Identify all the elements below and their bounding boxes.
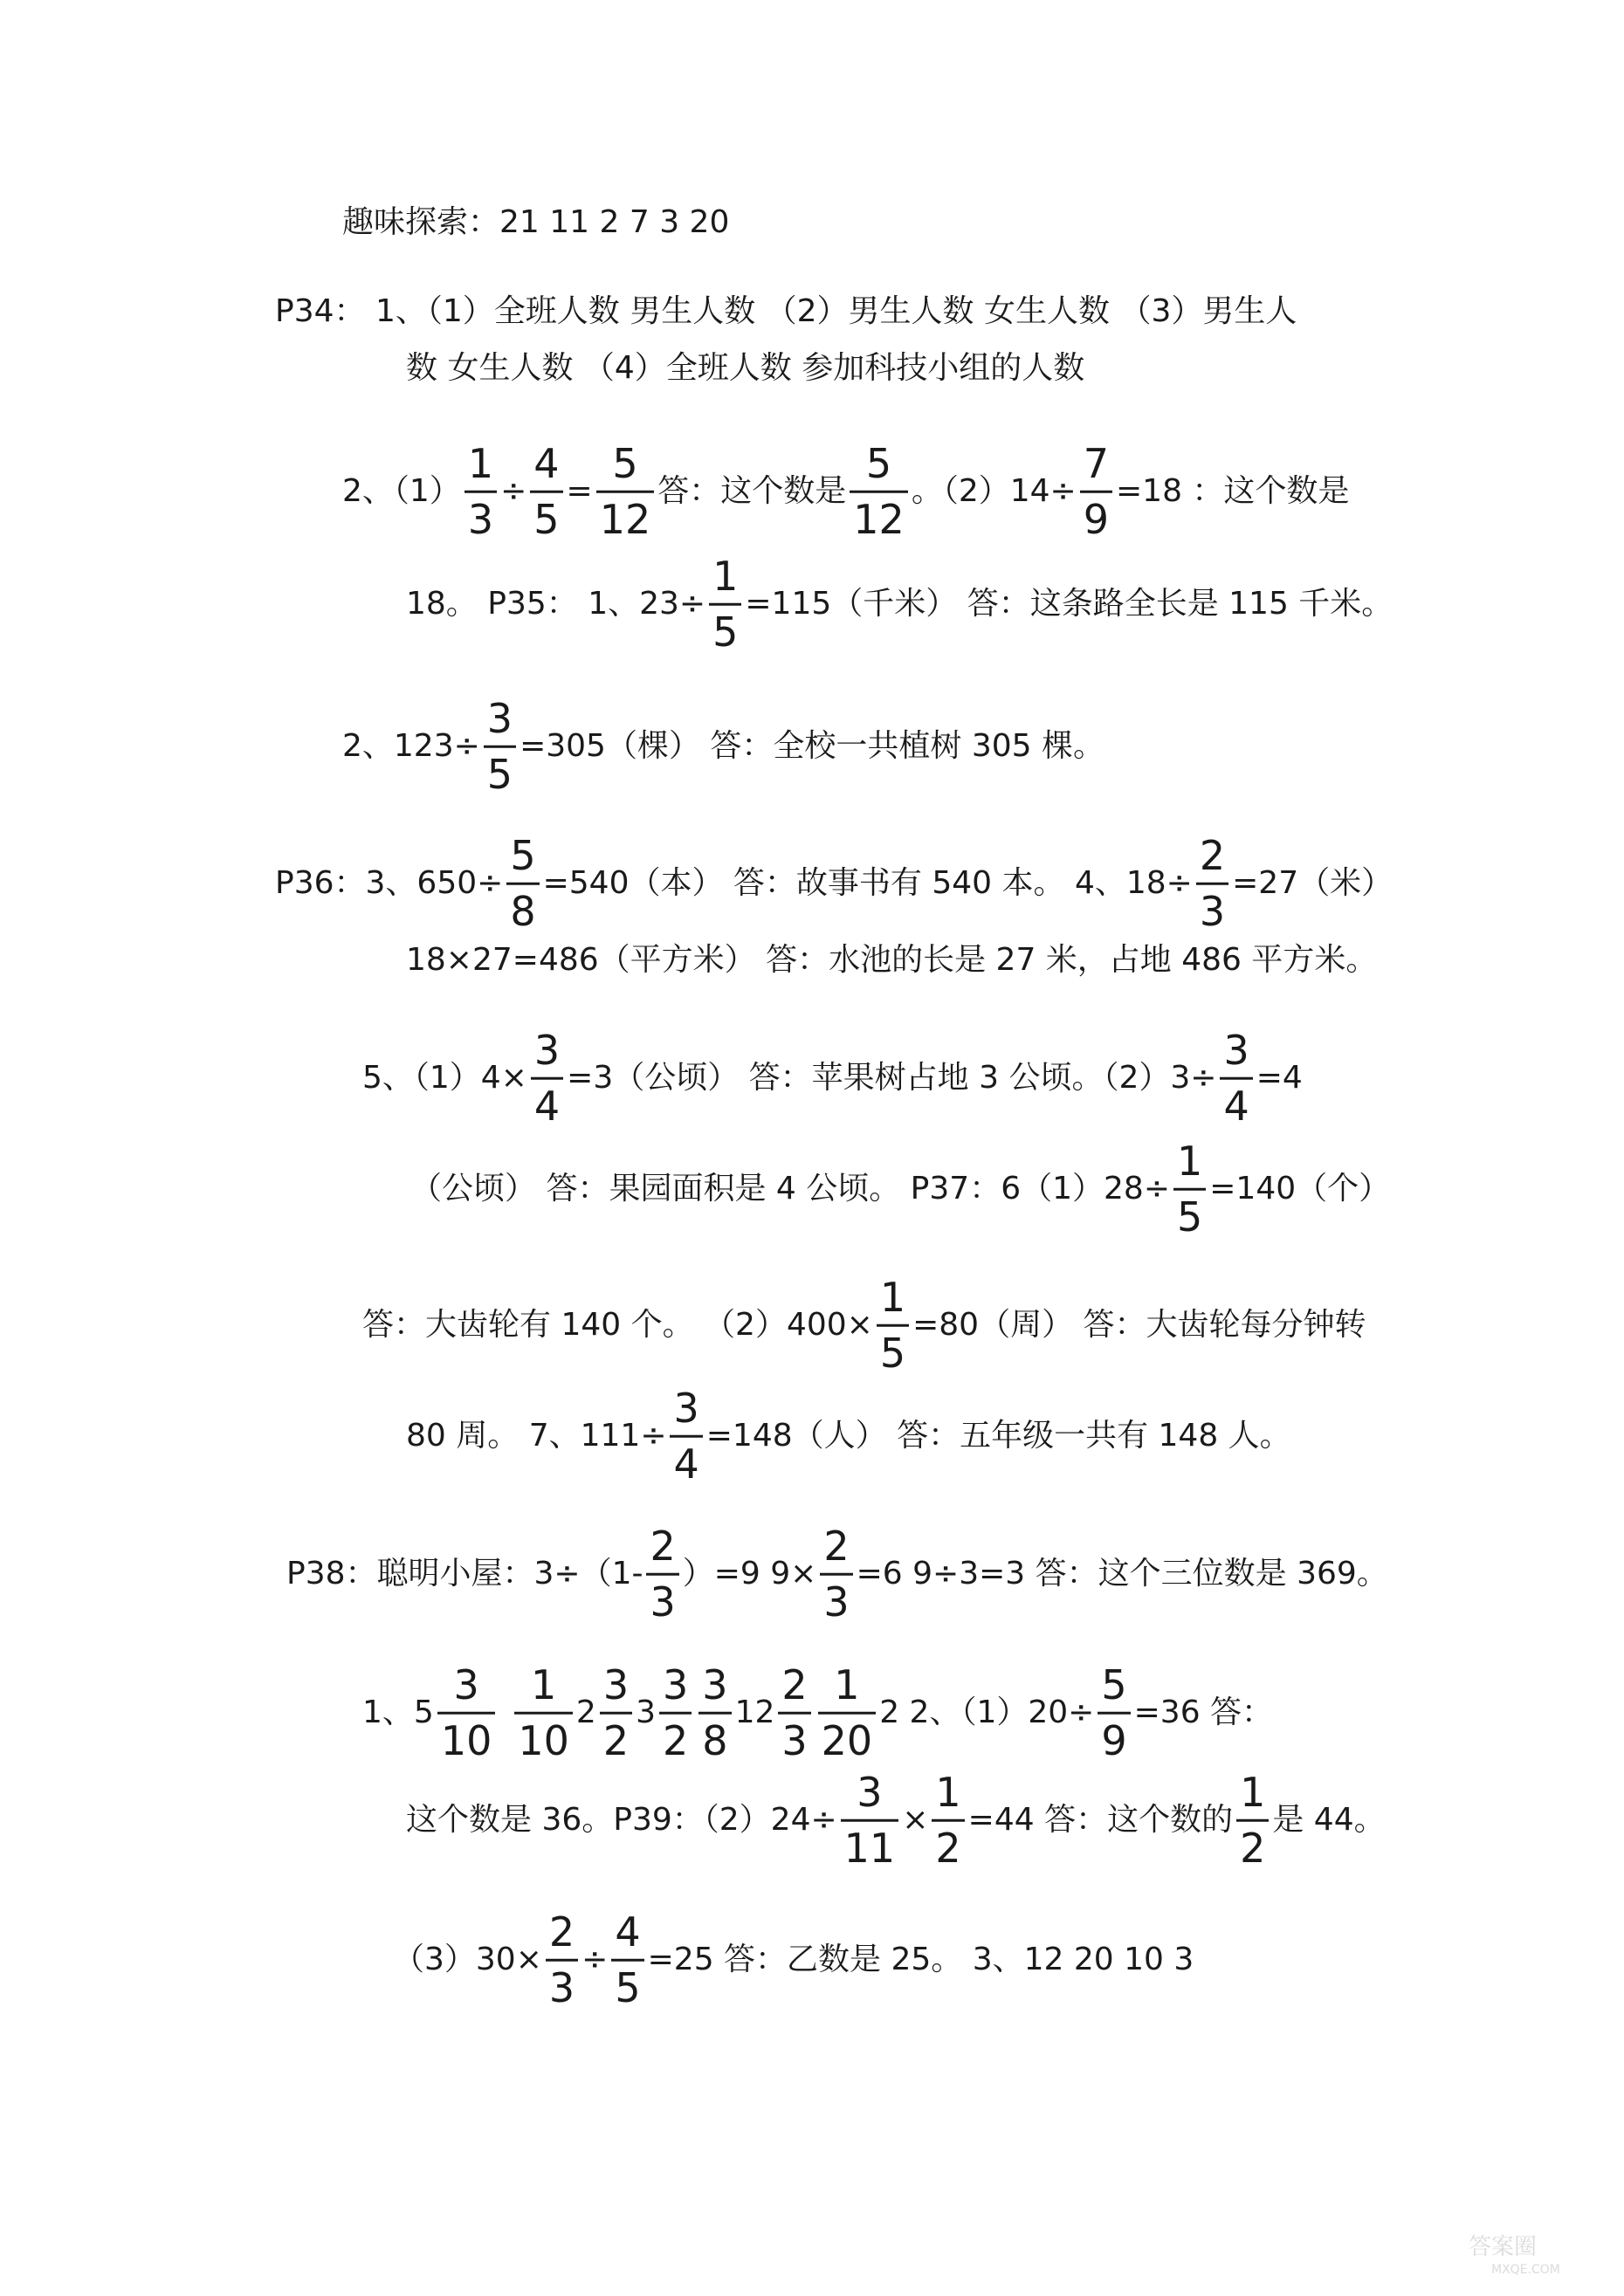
fraction-numerator: 3 bbox=[453, 1660, 479, 1708]
line-text: 2 2、（1）20÷ bbox=[879, 1695, 1095, 1730]
answer-line bbox=[286, 1522, 1388, 1626]
fraction-numerator: 4 bbox=[533, 439, 560, 487]
line-text: 答：大齿轮有 140 个。 （2）400× bbox=[362, 1307, 873, 1343]
fraction bbox=[506, 831, 539, 935]
fraction-denominator: 8 bbox=[506, 883, 539, 933]
line-text: P34： 1、（1）全班人数 男生人数 （2）男生人数 女生人数 （3）男生人 bbox=[275, 293, 1297, 329]
fraction-denominator: 2 bbox=[600, 1712, 632, 1763]
line-text: 80 周。 7、111÷ bbox=[406, 1418, 667, 1454]
fraction-numerator: 1 bbox=[834, 1660, 860, 1708]
fraction-denominator: 5 bbox=[484, 746, 516, 796]
fraction-denominator: 3 bbox=[1196, 883, 1228, 933]
answer-line bbox=[342, 694, 1104, 798]
line-text: = bbox=[566, 473, 593, 509]
fraction bbox=[820, 1522, 852, 1626]
fraction-denominator: 20 bbox=[818, 1712, 877, 1763]
fraction bbox=[514, 1660, 573, 1764]
fraction-numerator: 5 bbox=[510, 831, 536, 879]
fraction-numerator: 1 bbox=[1240, 1768, 1266, 1816]
fraction-denominator: 3 bbox=[546, 1959, 578, 2010]
fraction-numerator: 3 bbox=[533, 1026, 561, 1074]
fraction-numerator: 3 bbox=[702, 1660, 728, 1708]
fraction-numerator: 3 bbox=[486, 694, 513, 742]
fraction bbox=[1098, 1660, 1130, 1764]
fraction-denominator: 3 bbox=[778, 1712, 810, 1763]
answer-line bbox=[406, 1768, 1386, 1872]
line-text: × bbox=[902, 1802, 929, 1838]
fraction bbox=[659, 1660, 692, 1764]
line-text: 3 bbox=[636, 1695, 656, 1730]
fraction-numerator: 3 bbox=[663, 1660, 689, 1708]
answer-line bbox=[362, 1273, 1366, 1377]
fraction bbox=[464, 439, 497, 543]
line-text: 1、5 bbox=[362, 1695, 434, 1730]
svg-text:MXQE.COM: MXQE.COM bbox=[1491, 2263, 1560, 2277]
line-text: ）=9 9× bbox=[682, 1556, 817, 1591]
answer-line bbox=[275, 293, 1297, 329]
fraction-denominator: 8 bbox=[698, 1712, 731, 1763]
line-text: =18 ：这个数是 bbox=[1116, 473, 1350, 509]
fraction-numerator: 2 bbox=[548, 1908, 575, 1956]
watermark-logo bbox=[1467, 2228, 1598, 2277]
fraction bbox=[850, 439, 908, 543]
fraction-numerator: 3 bbox=[673, 1384, 699, 1432]
line-text: =44 答：这个数的 bbox=[967, 1802, 1234, 1838]
fraction-denominator: 3 bbox=[646, 1573, 678, 1624]
svg-text:答案圈: 答案圈 bbox=[1469, 2234, 1538, 2260]
fraction-numerator: 2 bbox=[823, 1522, 850, 1570]
fraction-denominator: 4 bbox=[531, 1077, 563, 1128]
fraction-numerator: 1 bbox=[1176, 1137, 1203, 1185]
answer-line bbox=[406, 942, 1378, 978]
fraction bbox=[646, 1522, 678, 1626]
fraction bbox=[437, 1660, 496, 1764]
fraction bbox=[1220, 1026, 1252, 1130]
line-text: 答：这个数是 bbox=[657, 473, 847, 509]
line-text: =140（个） bbox=[1209, 1171, 1391, 1206]
answer-line bbox=[362, 1660, 1274, 1764]
fraction-numerator: 5 bbox=[865, 439, 892, 487]
fraction bbox=[1236, 1768, 1269, 1872]
fraction-numerator: 1 bbox=[467, 439, 494, 487]
fraction bbox=[531, 1026, 563, 1130]
line-text: 18。 P35： 1、23÷ bbox=[406, 586, 706, 622]
fraction-denominator: 2 bbox=[1236, 1819, 1269, 1870]
line-text: =36 答： bbox=[1133, 1695, 1274, 1730]
fraction-denominator: 5 bbox=[1173, 1188, 1206, 1239]
line-text: （3）30× bbox=[393, 1942, 542, 1977]
fraction bbox=[841, 1768, 899, 1872]
fraction-denominator: 10 bbox=[437, 1712, 496, 1763]
line-text: =148（人） 答：五年级一共有 148 人。 bbox=[705, 1418, 1291, 1454]
line-text: P38：聪明小屋：3÷（1- bbox=[286, 1556, 643, 1591]
line-text: =25 答：乙数是 25。 3、12 20 10 3 bbox=[647, 1942, 1194, 1977]
line-text: 18×27=486（平方米） 答：水池的长是 27 米，占地 486 平方米。 bbox=[406, 942, 1378, 978]
line-text: =540（本） 答：故事书有 540 本。 4、18÷ bbox=[542, 865, 1193, 901]
fraction-denominator: 3 bbox=[464, 491, 497, 541]
answer-line bbox=[410, 1137, 1391, 1241]
line-text: 是 44。 bbox=[1272, 1802, 1386, 1838]
line-text: 这个数是 36。P39：（2）24÷ bbox=[406, 1802, 837, 1838]
fraction-numerator: 4 bbox=[615, 1908, 641, 1956]
line-text: =27（米） bbox=[1232, 865, 1393, 901]
fraction bbox=[484, 694, 516, 798]
fraction-denominator: 5 bbox=[611, 1959, 643, 2010]
fraction bbox=[778, 1660, 810, 1764]
answer-line bbox=[406, 1384, 1291, 1488]
line-text: P36：3、650÷ bbox=[275, 865, 504, 901]
fraction bbox=[1196, 831, 1228, 935]
fraction bbox=[877, 1273, 909, 1377]
fraction-denominator: 12 bbox=[596, 491, 655, 541]
fraction-denominator: 9 bbox=[1080, 491, 1112, 541]
line-text: =6 9÷3=3 答：这个三位数是 369。 bbox=[856, 1556, 1388, 1591]
answer-line bbox=[342, 439, 1350, 543]
fraction-numerator: 5 bbox=[1101, 1660, 1127, 1708]
fraction-denominator: 5 bbox=[709, 603, 741, 654]
answer-line bbox=[342, 204, 730, 240]
fraction-numerator: 1 bbox=[712, 552, 739, 600]
fraction-denominator: 4 bbox=[670, 1435, 702, 1486]
line-text: 数 女生人数 （4）全班人数 参加科技小组的人数 bbox=[406, 350, 1085, 386]
fraction-denominator: 5 bbox=[877, 1324, 909, 1375]
fraction-denominator: 4 bbox=[1220, 1077, 1252, 1128]
fraction bbox=[709, 552, 741, 656]
fraction-denominator: 9 bbox=[1098, 1712, 1130, 1763]
answer-line bbox=[406, 350, 1085, 386]
fraction bbox=[596, 439, 655, 543]
answer-line bbox=[275, 831, 1393, 935]
line-text: =80（周） 答：大齿轮每分钟转 bbox=[912, 1307, 1366, 1343]
fraction-numerator: 3 bbox=[602, 1660, 630, 1708]
fraction-denominator: 2 bbox=[659, 1712, 692, 1763]
fraction-numerator: 3 bbox=[857, 1768, 883, 1816]
fraction-numerator: 2 bbox=[650, 1522, 676, 1570]
line-text: =115（千米） 答：这条路全长是 115 千米。 bbox=[745, 586, 1393, 622]
fraction-denominator: 3 bbox=[820, 1573, 852, 1624]
fraction bbox=[530, 439, 562, 543]
fraction-denominator: 2 bbox=[932, 1819, 964, 1870]
fraction-denominator: 5 bbox=[530, 491, 562, 541]
line-text: 2 bbox=[575, 1695, 596, 1730]
line-text: 趣味探索：21 11 2 7 3 20 bbox=[342, 204, 730, 240]
line-text: 5、（1）4× bbox=[362, 1060, 527, 1096]
answer-line bbox=[406, 552, 1393, 656]
fraction bbox=[600, 1660, 632, 1764]
line-text: =3（公顷） 答：苹果树占地 3 公顷。（2）3÷ bbox=[567, 1060, 1217, 1096]
fraction bbox=[670, 1384, 702, 1488]
fraction-numerator: 7 bbox=[1083, 439, 1109, 487]
line-text: ÷ bbox=[581, 1942, 609, 1977]
fraction-numerator: 3 bbox=[1223, 1026, 1249, 1074]
answer-line bbox=[362, 1026, 1303, 1130]
line-text: =305（棵） 答：全校一共植树 305 棵。 bbox=[520, 728, 1104, 764]
line-text: 2、（1） bbox=[342, 473, 461, 509]
line-text: =4 bbox=[1256, 1060, 1303, 1096]
fraction-numerator: 2 bbox=[781, 1660, 808, 1708]
fraction bbox=[611, 1908, 643, 2011]
fraction bbox=[1080, 439, 1112, 543]
fraction-denominator: 10 bbox=[514, 1712, 573, 1763]
answer-line bbox=[393, 1908, 1194, 2011]
fraction-numerator: 1 bbox=[935, 1768, 961, 1816]
fraction-numerator: 1 bbox=[530, 1660, 557, 1708]
fraction-numerator: 5 bbox=[612, 439, 638, 487]
line-text: 12 bbox=[734, 1695, 775, 1730]
line-text: ÷ bbox=[500, 473, 527, 509]
line-text: （公顷） 答：果园面积是 4 公顷。 P37：6（1）28÷ bbox=[410, 1171, 1170, 1206]
fraction-denominator: 11 bbox=[841, 1819, 899, 1870]
fraction bbox=[546, 1908, 578, 2011]
fraction-numerator: 1 bbox=[879, 1273, 906, 1321]
fraction bbox=[932, 1768, 964, 1872]
fraction-denominator: 12 bbox=[850, 491, 908, 541]
fraction bbox=[698, 1660, 731, 1764]
fraction bbox=[818, 1660, 877, 1764]
line-text: 2、123÷ bbox=[342, 728, 480, 764]
fraction bbox=[1173, 1137, 1206, 1241]
fraction-numerator: 2 bbox=[1199, 831, 1226, 879]
line-text: 。（2）14÷ bbox=[911, 473, 1077, 509]
